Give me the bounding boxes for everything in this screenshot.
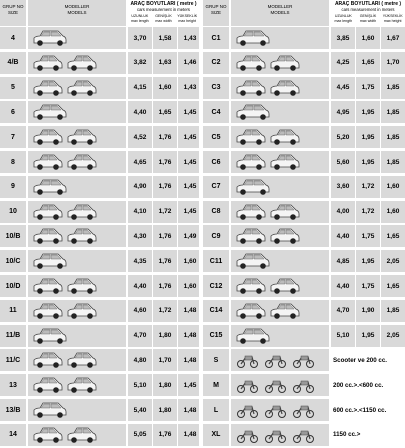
vehicle-models-image bbox=[231, 300, 329, 322]
length-value: 5,60 bbox=[331, 151, 355, 173]
width-value: 1,76 bbox=[153, 275, 177, 297]
vehicle-models-image bbox=[28, 275, 126, 297]
car-icon bbox=[32, 350, 120, 370]
length-value: 4,70 bbox=[128, 325, 152, 347]
width-value: 1,72 bbox=[153, 201, 177, 223]
height-value: 1,65 bbox=[381, 225, 405, 247]
car-icon bbox=[32, 102, 120, 122]
group-code: 13/B bbox=[0, 399, 26, 421]
group-code: C6 bbox=[203, 151, 229, 173]
car-icon bbox=[32, 28, 120, 48]
height-value: 1,48 bbox=[178, 424, 202, 446]
length-value: 4,70 bbox=[331, 300, 355, 322]
table-row bbox=[0, 201, 199, 224]
vehicle-models-image bbox=[28, 399, 126, 421]
length-value: 5,05 bbox=[128, 424, 152, 446]
width-value: 1,90 bbox=[356, 300, 380, 322]
vehicle-models-image bbox=[231, 27, 329, 49]
table-row bbox=[0, 374, 199, 397]
dimension-columns bbox=[331, 14, 405, 23]
width-value: 1,95 bbox=[356, 325, 380, 347]
table-row bbox=[0, 325, 199, 348]
group-code: 11 bbox=[0, 300, 26, 322]
dimensions-header bbox=[128, 0, 199, 26]
height-value: 1,45 bbox=[178, 374, 202, 396]
table-row bbox=[203, 424, 405, 447]
models-label: MODELLER MODELS bbox=[267, 4, 293, 15]
dimensions-title: ARAÇ BOYUTLARI ( metre ) bbox=[334, 1, 402, 7]
group-code: 10/C bbox=[0, 250, 26, 272]
length-value: 5,10 bbox=[331, 325, 355, 347]
height-value: 1,85 bbox=[381, 101, 405, 123]
length-value: 5,20 bbox=[331, 126, 355, 148]
height-value: 1,70 bbox=[381, 52, 405, 74]
car-icon bbox=[235, 127, 323, 147]
group-code: 6 bbox=[0, 101, 26, 123]
car-icon bbox=[32, 127, 120, 147]
width-value: 1,76 bbox=[153, 250, 177, 272]
group-no-header bbox=[203, 0, 229, 26]
table-row bbox=[203, 176, 405, 199]
dimensions-subtitle: cars measurement in meters bbox=[136, 7, 191, 12]
table-row bbox=[203, 52, 405, 75]
width-value: 1,95 bbox=[356, 151, 380, 173]
motorcycle-icon bbox=[235, 425, 323, 445]
table-row bbox=[0, 176, 199, 199]
group-code: 13 bbox=[0, 374, 26, 396]
vehicle-models-image bbox=[231, 52, 329, 74]
table-row bbox=[203, 101, 405, 124]
vehicle-models-image bbox=[28, 52, 126, 74]
table-row bbox=[203, 374, 405, 397]
height-value: 1,46 bbox=[178, 52, 202, 74]
height-value: 1,45 bbox=[178, 126, 202, 148]
length-value: 4,25 bbox=[331, 52, 355, 74]
vehicle-models-image bbox=[231, 349, 329, 371]
group-code: 8 bbox=[0, 151, 26, 173]
vehicle-models-image bbox=[231, 126, 329, 148]
length-value: 4,52 bbox=[128, 126, 152, 148]
car-icon bbox=[235, 53, 323, 73]
vehicle-models-image bbox=[28, 424, 126, 446]
length-value: 4,40 bbox=[331, 225, 355, 247]
group-code: C14 bbox=[203, 300, 229, 322]
car-icon bbox=[235, 28, 323, 48]
group-code: 11/C bbox=[0, 349, 26, 371]
table-row bbox=[203, 349, 405, 372]
width-value: 1,65 bbox=[356, 52, 380, 74]
vehicle-models-image bbox=[231, 325, 329, 347]
width-value: 1,75 bbox=[356, 77, 380, 99]
car-icon bbox=[32, 251, 120, 271]
table-row bbox=[0, 275, 199, 298]
table-row bbox=[203, 325, 405, 348]
group-code: 11/B bbox=[0, 325, 26, 347]
table-row bbox=[203, 126, 405, 149]
group-code: C4 bbox=[203, 101, 229, 123]
vehicle-models-image bbox=[28, 77, 126, 99]
height-value: 1,65 bbox=[381, 275, 405, 297]
group-no-label: GRUP NO SIZE bbox=[205, 4, 227, 15]
engine-class-note: 200 cc.>.<600 cc. bbox=[331, 374, 405, 396]
height-value: 1,48 bbox=[178, 300, 202, 322]
car-icon bbox=[32, 276, 120, 296]
width-value: 1,76 bbox=[153, 176, 177, 198]
height-value: 1,45 bbox=[178, 101, 202, 123]
width-value: 1,60 bbox=[356, 27, 380, 49]
height-value: 1,85 bbox=[381, 126, 405, 148]
width-value: 1,95 bbox=[356, 250, 380, 272]
car-icon bbox=[235, 177, 323, 197]
vehicle-models-image bbox=[231, 176, 329, 198]
height-value: 1,45 bbox=[178, 176, 202, 198]
group-code: 14 bbox=[0, 424, 26, 446]
vehicle-models-image bbox=[231, 101, 329, 123]
group-code: S bbox=[203, 349, 229, 371]
table-row bbox=[0, 424, 199, 447]
right-header bbox=[203, 0, 405, 26]
length-value: 4,15 bbox=[128, 77, 152, 99]
width-value: 1,76 bbox=[153, 151, 177, 173]
table-row bbox=[0, 349, 199, 372]
height-value: 1,48 bbox=[178, 349, 202, 371]
car-icon bbox=[32, 78, 120, 98]
group-code: C8 bbox=[203, 201, 229, 223]
height-value: 1,85 bbox=[381, 151, 405, 173]
table-row bbox=[203, 201, 405, 224]
group-no-header bbox=[0, 0, 26, 26]
table-row bbox=[0, 77, 199, 100]
vehicle-models-image bbox=[28, 225, 126, 247]
height-value: 1,45 bbox=[178, 151, 202, 173]
vehicle-models-image bbox=[231, 275, 329, 297]
car-icon bbox=[235, 226, 323, 246]
group-code: C15 bbox=[203, 325, 229, 347]
length-value: 4,90 bbox=[128, 176, 152, 198]
width-value: 1,75 bbox=[356, 275, 380, 297]
vehicle-models-image bbox=[231, 424, 329, 446]
vehicle-models-image bbox=[231, 225, 329, 247]
vehicle-models-image bbox=[231, 151, 329, 173]
height-value: 1,43 bbox=[178, 27, 202, 49]
car-icon bbox=[32, 375, 120, 395]
models-header bbox=[28, 0, 126, 26]
group-no-label: GRUP NO SIZE bbox=[2, 4, 24, 15]
car-icon bbox=[32, 202, 120, 222]
vehicle-models-image bbox=[28, 374, 126, 396]
vehicle-models-image bbox=[28, 325, 126, 347]
group-code: C1 bbox=[203, 27, 229, 49]
width-value: 1,58 bbox=[153, 27, 177, 49]
group-code: 5 bbox=[0, 77, 26, 99]
dimensions-subtitle: cars measurement in meters bbox=[341, 7, 395, 12]
car-icon bbox=[235, 326, 323, 346]
length-value: 3,85 bbox=[331, 27, 355, 49]
table-row bbox=[203, 275, 405, 298]
width-value: 1,65 bbox=[153, 101, 177, 123]
group-code: C12 bbox=[203, 275, 229, 297]
height-column-header: YÜKSEKLİK max height bbox=[177, 14, 198, 23]
motorcycle-icon bbox=[235, 400, 323, 420]
width-column-header: GENİŞLİK max width bbox=[359, 14, 377, 23]
length-value: 4,60 bbox=[128, 300, 152, 322]
length-value: 5,40 bbox=[128, 399, 152, 421]
table-row bbox=[203, 225, 405, 248]
length-value: 4,40 bbox=[128, 275, 152, 297]
vehicle-models-image bbox=[231, 399, 329, 421]
car-icon bbox=[32, 53, 120, 73]
left-header bbox=[0, 0, 199, 26]
height-value: 1,67 bbox=[381, 27, 405, 49]
models-label: MODELLER MODELS bbox=[64, 4, 90, 15]
group-code: 9 bbox=[0, 176, 26, 198]
vehicle-models-image bbox=[28, 151, 126, 173]
group-code: 7 bbox=[0, 126, 26, 148]
car-icon bbox=[235, 102, 323, 122]
table-row bbox=[0, 300, 199, 323]
width-value: 1,80 bbox=[153, 374, 177, 396]
vehicle-models-image bbox=[28, 201, 126, 223]
vehicle-models-image bbox=[28, 300, 126, 322]
height-value: 1,85 bbox=[381, 77, 405, 99]
length-value: 3,60 bbox=[331, 176, 355, 198]
length-value: 3,70 bbox=[128, 27, 152, 49]
height-value: 1,43 bbox=[178, 77, 202, 99]
table-row bbox=[203, 27, 405, 50]
dimensions-title: ARAÇ BOYUTLARI ( metre ) bbox=[130, 1, 197, 7]
dimension-columns bbox=[128, 14, 199, 23]
length-value: 4,80 bbox=[128, 349, 152, 371]
vehicle-models-image bbox=[28, 27, 126, 49]
table-row bbox=[0, 151, 199, 174]
height-value: 1,60 bbox=[178, 275, 202, 297]
height-value: 1,60 bbox=[178, 250, 202, 272]
group-code: C7 bbox=[203, 176, 229, 198]
height-value: 1,49 bbox=[178, 225, 202, 247]
length-value: 4,35 bbox=[128, 250, 152, 272]
length-value: 4,85 bbox=[331, 250, 355, 272]
width-value: 1,76 bbox=[153, 126, 177, 148]
table-row bbox=[0, 126, 199, 149]
width-value: 1,95 bbox=[356, 126, 380, 148]
width-value: 1,72 bbox=[356, 176, 380, 198]
vehicle-models-image bbox=[231, 250, 329, 272]
right-panel bbox=[203, 0, 405, 439]
group-code: 10 bbox=[0, 201, 26, 223]
width-value: 1,72 bbox=[153, 300, 177, 322]
width-value: 1,70 bbox=[153, 349, 177, 371]
dimensions-header bbox=[331, 0, 405, 26]
width-value: 1,60 bbox=[153, 77, 177, 99]
group-code: 10/B bbox=[0, 225, 26, 247]
engine-class-note: 600 cc.>.<1150 cc. bbox=[331, 399, 405, 421]
width-value: 1,80 bbox=[153, 325, 177, 347]
table-row bbox=[203, 399, 405, 422]
left-panel bbox=[0, 0, 199, 439]
car-icon bbox=[235, 78, 323, 98]
group-code: L bbox=[203, 399, 229, 421]
group-code: C9 bbox=[203, 225, 229, 247]
table-row bbox=[0, 52, 199, 75]
group-code: 4 bbox=[0, 27, 26, 49]
vehicle-models-image bbox=[28, 250, 126, 272]
height-value: 1,60 bbox=[381, 201, 405, 223]
models-header bbox=[231, 0, 329, 26]
length-value: 4,95 bbox=[331, 101, 355, 123]
vehicle-models-image bbox=[231, 201, 329, 223]
group-code: XL bbox=[203, 424, 229, 446]
length-value: 4,40 bbox=[331, 275, 355, 297]
length-column-header: UZUNLUK max length bbox=[334, 14, 353, 23]
vehicle-models-image bbox=[28, 176, 126, 198]
width-value: 1,76 bbox=[153, 225, 177, 247]
length-value: 4,45 bbox=[331, 77, 355, 99]
car-icon bbox=[32, 425, 120, 445]
vehicle-models-image bbox=[231, 374, 329, 396]
height-value: 2,05 bbox=[381, 250, 405, 272]
group-code: 4/B bbox=[0, 52, 26, 74]
table-row bbox=[0, 101, 199, 124]
table-row bbox=[203, 250, 405, 273]
height-column-header: YÜKSEKLİK max height bbox=[382, 14, 403, 23]
car-icon bbox=[32, 326, 120, 346]
group-code: C3 bbox=[203, 77, 229, 99]
car-icon bbox=[235, 251, 323, 271]
table-row bbox=[0, 225, 199, 248]
vehicle-models-image bbox=[231, 77, 329, 99]
table-row bbox=[203, 151, 405, 174]
group-code: C2 bbox=[203, 52, 229, 74]
height-value: 1,48 bbox=[178, 325, 202, 347]
car-icon bbox=[235, 202, 323, 222]
engine-class-note: Scooter ve 200 cc. bbox=[331, 349, 405, 371]
table-row bbox=[0, 250, 199, 273]
car-icon bbox=[235, 301, 323, 321]
car-icon bbox=[235, 152, 323, 172]
width-column-header: GENİŞLİK max width bbox=[155, 14, 172, 23]
height-value: 2,05 bbox=[381, 325, 405, 347]
length-value: 4,00 bbox=[331, 201, 355, 223]
width-value: 1,76 bbox=[153, 424, 177, 446]
table-row bbox=[0, 399, 199, 422]
height-value: 1,45 bbox=[178, 201, 202, 223]
group-code: C5 bbox=[203, 126, 229, 148]
height-value: 1,48 bbox=[178, 399, 202, 421]
table-row bbox=[203, 300, 405, 323]
height-value: 1,85 bbox=[381, 300, 405, 322]
width-value: 1,80 bbox=[153, 399, 177, 421]
width-value: 1,72 bbox=[356, 201, 380, 223]
length-value: 4,10 bbox=[128, 201, 152, 223]
table-row bbox=[203, 77, 405, 100]
car-icon bbox=[32, 400, 120, 420]
table-row bbox=[0, 27, 199, 50]
group-code: 10/D bbox=[0, 275, 26, 297]
engine-class-note: 1150 cc.> bbox=[331, 424, 405, 446]
motorcycle-icon bbox=[235, 350, 323, 370]
length-value: 4,40 bbox=[128, 101, 152, 123]
width-value: 1,75 bbox=[356, 225, 380, 247]
width-value: 1,63 bbox=[153, 52, 177, 74]
car-icon bbox=[32, 226, 120, 246]
vehicle-models-image bbox=[28, 349, 126, 371]
height-value: 1,60 bbox=[381, 176, 405, 198]
car-icon bbox=[235, 276, 323, 296]
length-value: 5,10 bbox=[128, 374, 152, 396]
width-value: 1,95 bbox=[356, 101, 380, 123]
length-column-header: UZUNLUK max length bbox=[131, 14, 149, 23]
vehicle-models-image bbox=[28, 126, 126, 148]
car-icon bbox=[32, 177, 120, 197]
group-code: C11 bbox=[203, 250, 229, 272]
group-code: M bbox=[203, 374, 229, 396]
car-icon bbox=[32, 152, 120, 172]
motorcycle-icon bbox=[235, 375, 323, 395]
length-value: 4,65 bbox=[128, 151, 152, 173]
length-value: 4,30 bbox=[128, 225, 152, 247]
car-icon bbox=[32, 301, 120, 321]
length-value: 3,82 bbox=[128, 52, 152, 74]
vehicle-models-image bbox=[28, 101, 126, 123]
